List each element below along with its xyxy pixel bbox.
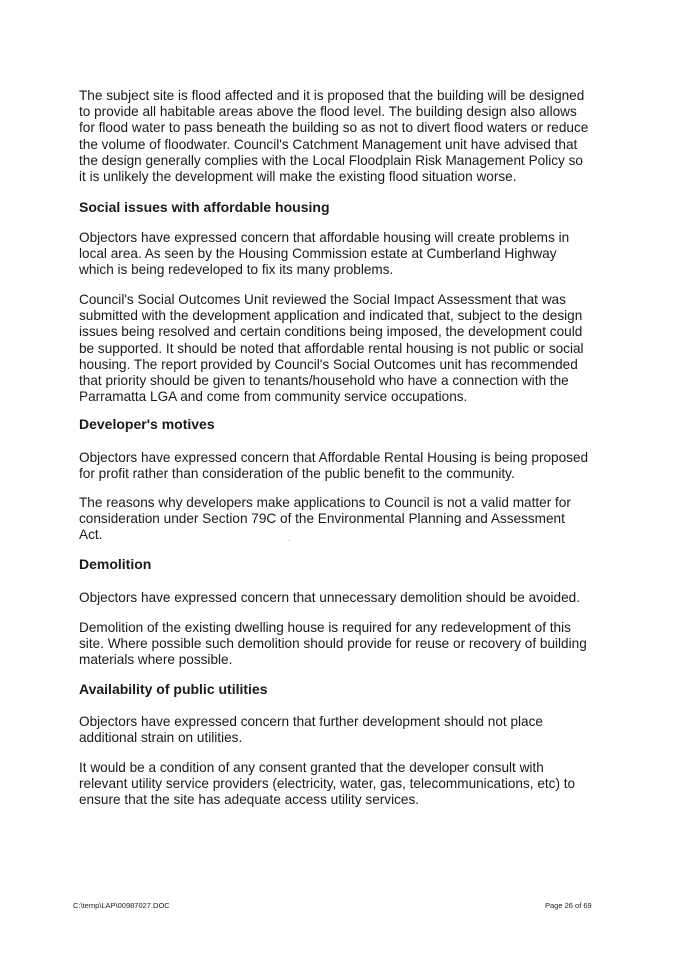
paragraph-motives-2 — [79, 495, 599, 544]
paragraph-utilities-1 — [79, 714, 599, 746]
text-line: ensure that the site has adequate access utility services. — [79, 792, 420, 808]
scan-speck — [288, 540, 290, 541]
text-line: Council's Social Outcomes Unit reviewed the Social Impact Assessment that was — [79, 292, 566, 307]
text-line: it is unlikely the development will make the existing flood situation worse. — [79, 169, 517, 185]
text-line: issues being resolved and certain conditions being imposed, the development could — [79, 324, 583, 340]
text-line: Objectors have expressed concern that Affordable Rental Housing is being proposed — [79, 450, 589, 465]
text-line: consideration under Section 79C of the Environmental Planning and Assessment — [79, 511, 565, 527]
text-line: Act. — [79, 527, 103, 543]
footer-page-number: Page 26 of 69 — [545, 901, 592, 910]
text-line: Objectors have expressed concern that further development should not place — [79, 714, 543, 729]
text-line: that priority should be given to tenants/household who have a connection with the — [79, 373, 569, 389]
paragraph-social-2 — [79, 292, 599, 405]
text-line: It would be a condition of any consent granted that the developer consult with — [79, 760, 544, 775]
paragraph-flood — [79, 88, 599, 185]
heading-demolition: Demolition — [79, 556, 152, 572]
heading-public-utilities: Availability of public utilities — [79, 681, 268, 697]
text-line: Objectors have expressed concern that unnecessary demolition should be avoided. — [79, 590, 581, 605]
paragraph-demolition-1 — [79, 590, 599, 606]
paragraph-utilities-2 — [79, 760, 599, 809]
text-line: housing. The report provided by Council's Social Outcomes unit has recommended — [79, 356, 578, 372]
text-line: be supported. It should be noted that affordable rental housing is not public or social — [79, 340, 584, 356]
text-line: which is being redeveloped to fix its many problems. — [79, 262, 394, 278]
paragraph-social-1 — [79, 230, 599, 279]
text-line: relevant utility service providers (electricity, water, gas, telecommunications, etc) to — [79, 776, 576, 792]
text-line: site. Where possible such demolition should provide for reuse or recovery of building — [79, 636, 587, 652]
text-line: the volume of floodwater. Council's Catchment Management unit have advised that — [79, 136, 578, 152]
text-line: materials where possible. — [79, 652, 233, 668]
text-line: The subject site is flood affected and it is proposed that the building will be designed — [79, 88, 585, 103]
text-line: additional strain on utilities. — [79, 730, 243, 746]
text-line: local area. As seen by the Housing Commission estate at Cumberland Highway — [79, 246, 557, 262]
text-line: Objectors have expressed concern that affordable housing will create problems in — [79, 230, 570, 245]
text-line: Parramatta LGA and come from community service occupations. — [79, 389, 468, 405]
text-line: submitted with the development application and indicated that, subject to the design — [79, 308, 583, 324]
text-line: Demolition of the existing dwelling house is required for any redevelopment of this — [79, 620, 571, 635]
footer-file-path: C:\temp\LAP\00987027.DOC — [73, 901, 170, 910]
paragraph-motives-1 — [79, 450, 599, 482]
heading-developers-motives: Developer's motives — [79, 416, 215, 432]
text-line: to provide all habitable areas above the flood level. The building design also allows — [79, 104, 577, 120]
text-line: the design generally complies with the Local Floodplain Risk Management Policy so — [79, 152, 583, 168]
paragraph-demolition-2 — [79, 620, 599, 669]
heading-social-issues: Social issues with affordable housing — [79, 199, 330, 215]
text-line: for flood water to pass beneath the building so as not to divert flood waters or reduce — [79, 120, 589, 136]
text-line: for profit rather than consideration of the public benefit to the community. — [79, 466, 515, 482]
text-line: The reasons why developers make applications to Council is not a valid matter for — [79, 495, 571, 510]
